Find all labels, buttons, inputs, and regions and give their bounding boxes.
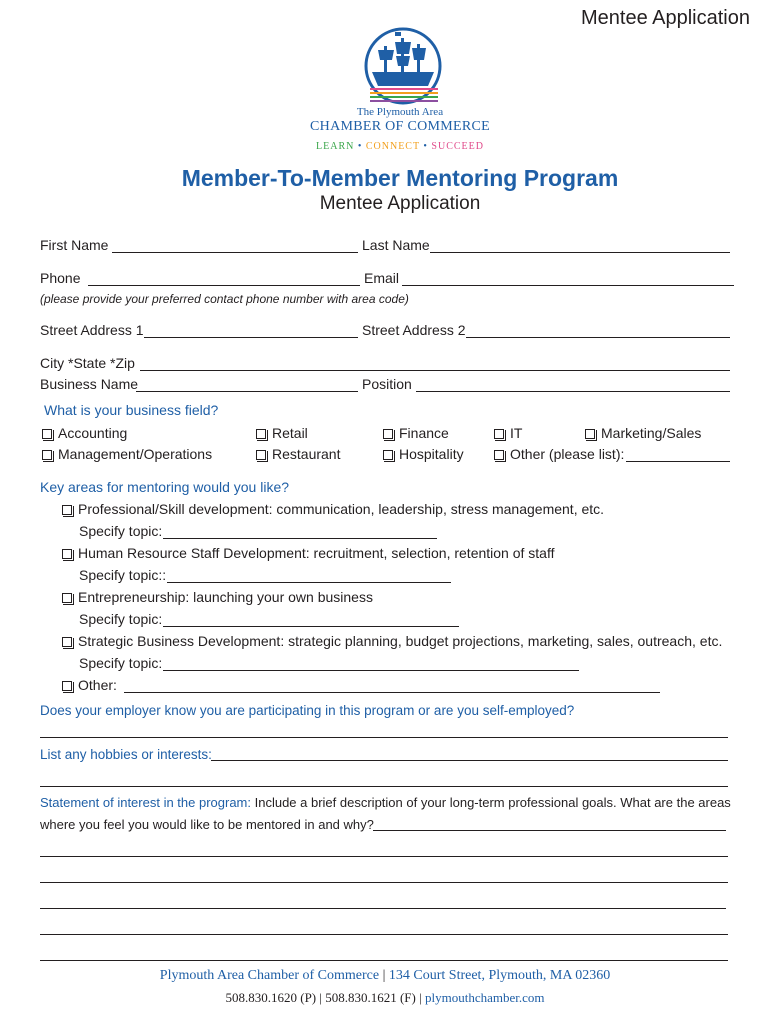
option-label: Management/Operations — [58, 446, 213, 462]
email-label: Email — [364, 270, 400, 286]
checkbox-it[interactable] — [494, 425, 522, 442]
checkbox-icon — [62, 593, 72, 603]
option-label: Hospitality — [399, 446, 464, 462]
option-label: Retail — [272, 425, 308, 441]
checkbox-strategic-business[interactable] — [62, 633, 722, 650]
checkbox-marketing-sales[interactable] — [585, 425, 701, 442]
checkbox-icon — [62, 549, 72, 559]
tagline-succeed: SUCCEED — [431, 141, 484, 152]
street-address-1-label: Street Address 1 — [40, 322, 144, 338]
specify-topic-label: Specify topic: — [79, 611, 163, 627]
specify-topic-label: Specify topic: — [79, 655, 163, 671]
footer-phones: 508.830.1620 (P) | 508.830.1621 (F) — [225, 990, 416, 1005]
checkbox-icon — [494, 450, 504, 460]
checkbox-icon — [256, 429, 266, 439]
checkbox-icon — [494, 429, 504, 439]
checkbox-icon — [383, 429, 393, 439]
checkbox-icon — [62, 505, 72, 515]
option-label: Strategic Business Development: strategic planning, budget projections, marketing, sales, outreach, etc. — [78, 633, 723, 649]
statement-answer-line[interactable] — [40, 960, 728, 961]
phone-note: (please provide your preferred contact phone number with area code) — [40, 292, 409, 306]
option-label: Other: — [78, 677, 117, 693]
first-name-field[interactable] — [112, 252, 358, 253]
checkbox-human-resource[interactable] — [62, 545, 555, 562]
logo-name: CHAMBER OF COMMERCE — [310, 119, 490, 134]
hobbies-question: List any hobbies or interests: — [40, 747, 212, 762]
checkbox-icon — [585, 429, 595, 439]
email-field[interactable] — [402, 285, 734, 286]
last-name-label: Last Name — [362, 237, 430, 253]
checkbox-icon — [42, 450, 52, 460]
tagline-learn: LEARN — [316, 141, 355, 152]
specify-topic-field[interactable] — [167, 582, 451, 583]
checkbox-accounting[interactable] — [42, 425, 127, 442]
footer-website-link[interactable]: plymouthchamber.com — [424, 990, 545, 1005]
specify-topic-field[interactable] — [163, 626, 459, 627]
option-label: Professional/Skill development: communication, leadership, stress management, etc. — [78, 501, 605, 517]
phone-field[interactable] — [88, 285, 360, 286]
statement-label: Statement of interest in the program: — [40, 795, 251, 810]
logo-tagline — [0, 141, 770, 152]
checkbox-icon — [383, 450, 393, 460]
mentoring-question: Key areas for mentoring would you like? — [40, 479, 290, 495]
footer-separator: | — [382, 968, 386, 983]
specify-topic-label: Specify topic: — [79, 523, 163, 539]
checkbox-professional-skill[interactable] — [62, 501, 604, 518]
hobbies-answer-line[interactable] — [40, 786, 728, 787]
statement-question-line2: where you feel you would like to be mentored in and why? — [40, 817, 374, 832]
checkbox-hospitality[interactable] — [383, 446, 464, 463]
city-state-zip-label: City *State *Zip — [40, 355, 135, 371]
option-label: Other (please list): — [510, 446, 625, 462]
hobbies-answer-line[interactable] — [211, 760, 728, 761]
checkbox-icon — [42, 429, 52, 439]
chamber-logo — [310, 20, 510, 160]
footer-separator: | — [419, 990, 422, 1005]
footer-org-name: Plymouth Area Chamber of Commerce — [159, 968, 380, 983]
checkbox-retail[interactable] — [256, 425, 308, 442]
statement-answer-line[interactable] — [40, 934, 728, 935]
statement-answer-line[interactable] — [373, 830, 726, 831]
employer-answer-line[interactable] — [40, 737, 728, 738]
statement-answer-line[interactable] — [40, 882, 728, 883]
option-label: Accounting — [58, 425, 128, 441]
other-business-field[interactable] — [626, 461, 730, 462]
checkbox-other-mentoring[interactable] — [62, 677, 117, 694]
street-address-2-field[interactable] — [466, 337, 730, 338]
last-name-field[interactable] — [430, 252, 730, 253]
statement-answer-line[interactable] — [40, 856, 728, 857]
footer-line-1 — [0, 968, 770, 984]
checkbox-management-operations[interactable] — [42, 446, 212, 463]
document-header-title: Mentee Application — [580, 7, 750, 29]
footer-line-2 — [0, 990, 770, 1006]
checkbox-other[interactable] — [494, 446, 624, 463]
business-field-question: What is your business field? — [44, 402, 219, 418]
tagline-separator: • — [357, 141, 363, 152]
footer-address: 134 Court Street, Plymouth, MA 02360 — [388, 968, 611, 983]
street-address-1-field[interactable] — [144, 337, 358, 338]
statement-answer-line[interactable] — [40, 908, 726, 909]
checkbox-finance[interactable] — [383, 425, 449, 442]
position-field[interactable] — [416, 391, 730, 392]
checkbox-entrepreneurship[interactable] — [62, 589, 373, 606]
statement-question — [40, 794, 731, 811]
business-name-label: Business Name — [40, 376, 139, 392]
checkbox-restaurant[interactable] — [256, 446, 340, 463]
option-label: IT — [510, 425, 523, 441]
checkbox-icon — [62, 637, 72, 647]
business-name-field[interactable] — [136, 391, 358, 392]
position-label: Position — [362, 376, 412, 392]
street-address-2-label: Street Address 2 — [362, 322, 466, 338]
program-title: Member-To-Member Mentoring Program — [181, 165, 619, 191]
other-mentoring-field[interactable] — [124, 692, 660, 693]
statement-text: Include a brief description of your long-term professional goals. What are the areas — [251, 795, 731, 810]
option-label: Finance — [399, 425, 449, 441]
tagline-separator: • — [423, 141, 428, 152]
first-name-label: First Name — [40, 237, 109, 253]
form-subtitle: Mentee Application — [319, 193, 481, 214]
employer-question: Does your employer know you are participating in this program or are you self-employed? — [40, 703, 575, 718]
city-state-zip-field[interactable] — [140, 370, 730, 371]
logo-subtitle: The Plymouth Area — [356, 106, 444, 118]
specify-topic-label: Specify topic:: — [79, 567, 167, 583]
option-label: Restaurant — [272, 446, 341, 462]
specify-topic-field[interactable] — [163, 670, 579, 671]
option-label: Marketing/Sales — [601, 425, 702, 441]
phone-label: Phone — [40, 270, 81, 286]
specify-topic-field[interactable] — [163, 538, 437, 539]
option-label: Human Resource Staff Development: recruitment, selection, retention of staff — [78, 545, 555, 561]
tagline-connect: CONNECT — [365, 141, 420, 152]
checkbox-icon — [62, 681, 72, 691]
checkbox-icon — [256, 450, 266, 460]
option-label: Entrepreneurship: launching your own business — [78, 589, 373, 605]
